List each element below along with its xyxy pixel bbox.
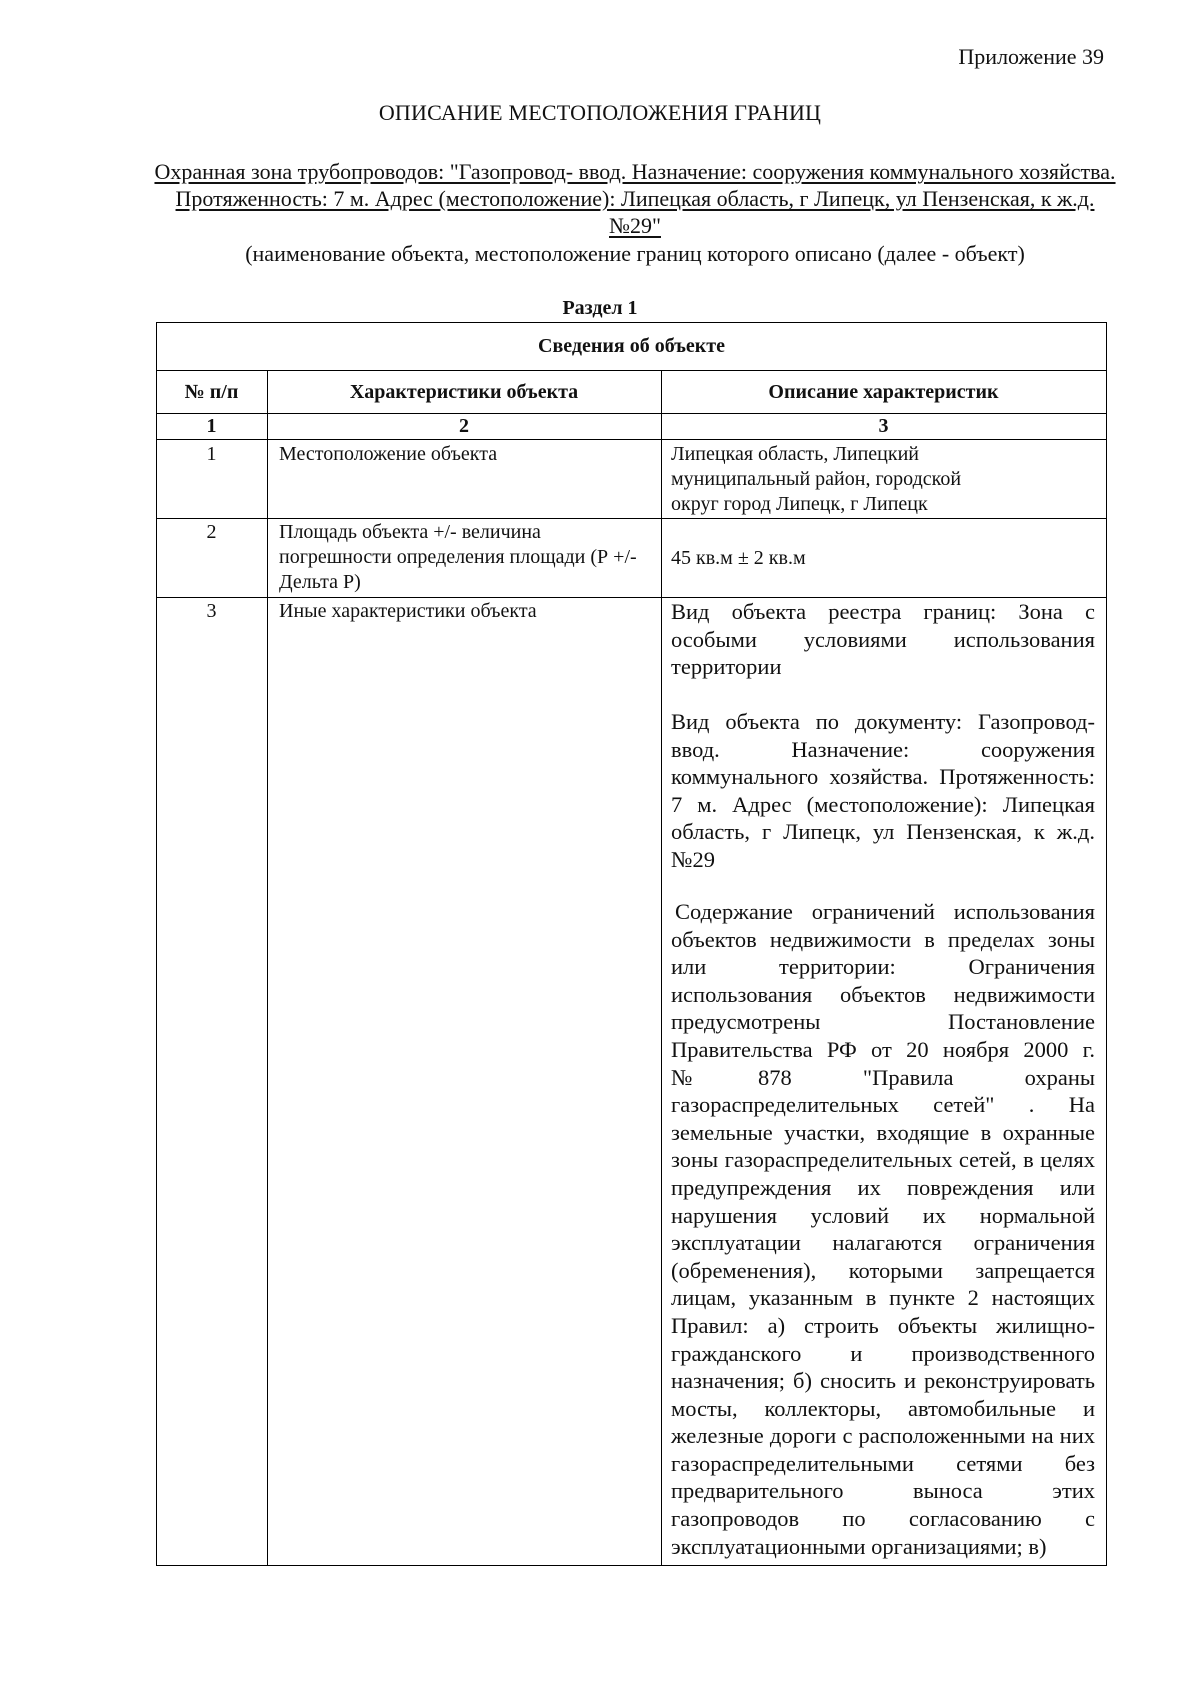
section-title: Раздел 1 — [562, 297, 638, 319]
row-characteristic: Площадь объекта +/- величина погрешности определения площади (Р +/- Дельта Р) — [279, 521, 637, 593]
table-border-left — [156, 322, 157, 1566]
row-number: 2 — [206, 521, 217, 543]
description-paragraph: Содержание ограничений использования объектов недвижимости в пределах зоны или территории: Ограничения использования объектов недвижимости предусмотрены Постановление Правительства РФ от 20 ноября 2000 г. №878 "Правила охраны газораспределительных сетей" . На земельные участки, входящие в охранные зоны газораспределительных сетей, в целях предупреждения их повреждения или нарушения условий их нормальной эксплуатации налагаются ограничения (обременения), которыми запрещается лицам, указанным в пункте 2 настоящих Правил: а) строить объекты жилищно-гражданского и производственного назначения; б) сносить и реконструировать мосты, коллекторы, автомобильные и железные дороги с расположенными на них газораспределительными сетями без предварительного выноса этих газопроводов по согласованию с эксплуатационными организациями; в) — [671, 899, 1095, 1559]
object-caption: (наименование объекта, местоположение границ которого описано (далее - объект) — [245, 241, 1025, 266]
table-column-divider — [661, 370, 662, 1566]
column-number: 1 — [206, 415, 217, 437]
table-column-divider — [267, 370, 268, 1566]
description-paragraph: Вид объекта реестра границ: Зона с особыми условиями использования территории — [671, 599, 1095, 680]
table-divider — [156, 439, 1107, 440]
description-paragraph: Вид объекта по документу: Газопровод- ввод. Назначение: сооружения коммунального хозяйства. Протяженность: 7 м. Адрес (местоположение): Липецкая область, г Липецк, ул Пензенская, к ж.д. №29 — [671, 709, 1095, 872]
table-border-bottom — [156, 1565, 1107, 1566]
document-title: ОПИСАНИЕ МЕСТОПОЛОЖЕНИЯ ГРАНИЦ — [378, 100, 822, 125]
row-description-restrictions — [671, 898, 1095, 1560]
table-divider — [156, 370, 1107, 371]
row-description-zone-type — [671, 598, 1095, 681]
column-number: 2 — [459, 415, 469, 437]
table-border-top — [156, 322, 1107, 323]
object-name: Охранная зона трубопроводов: "Газопровод- ввод. Назначение: сооружения коммунального хозяйства. Протяженность: 7 м. Адрес (местоположение): Липецкая область, г Липецк, ул Пензенская, к ж.д. №29" — [154, 159, 1116, 238]
header-description: Описание характеристик — [768, 381, 999, 403]
row-description: 45 кв.м ± 2 кв.м — [671, 547, 806, 569]
table-title: Сведения об объекте — [538, 335, 725, 357]
row-description-document-type — [671, 708, 1095, 874]
row-number: 3 — [206, 600, 217, 622]
table-divider — [156, 518, 1107, 519]
appendix-label: Приложение 39 — [958, 44, 1104, 69]
row-characteristic: Иные характеристики объекта — [279, 600, 537, 622]
row-number: 1 — [206, 443, 217, 465]
row-description: Липецкая область, Липецкий муниципальный район, городской округ город Липецк, г Липецк — [671, 443, 962, 515]
table-border-right — [1106, 322, 1107, 1566]
header-number: № п/п — [184, 381, 239, 403]
row-characteristic: Местоположение объекта — [279, 443, 498, 465]
column-number: 3 — [878, 415, 889, 437]
header-characteristic: Характеристики объекта — [349, 381, 579, 403]
